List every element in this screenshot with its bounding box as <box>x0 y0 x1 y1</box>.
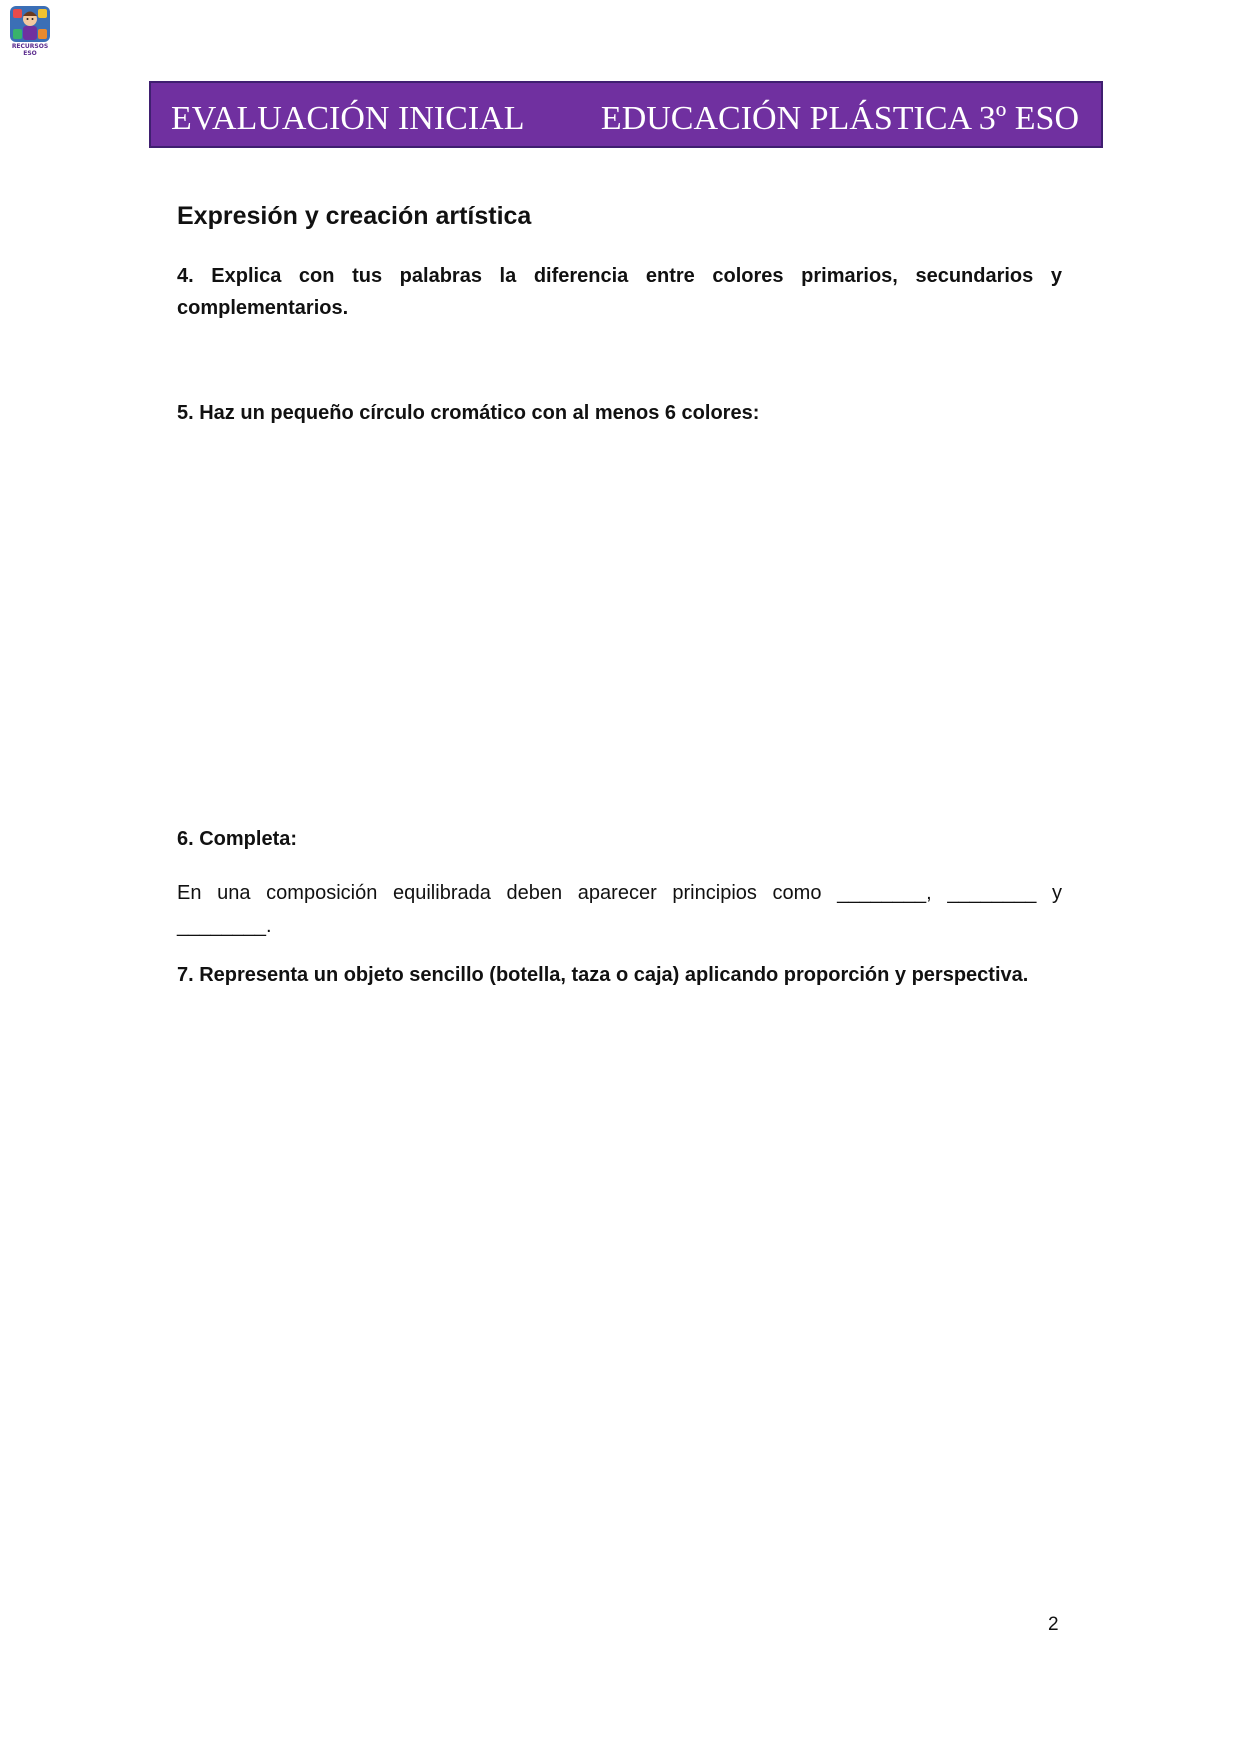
logo-illustration-icon <box>8 4 52 44</box>
question-6: 6. Completa: <box>177 828 298 850</box>
logo-text-line2: ESO <box>23 50 37 57</box>
header-right-title: EDUCACIÓN PLÁSTICA 3º ESO <box>600 100 1079 137</box>
question-4: 4. Explica con tus palabras la diferencia entre colores primarios, secundarios y complementarios. <box>177 265 1062 319</box>
logo-text-line1: RECURSOS <box>11 43 49 50</box>
recursos-eso-logo <box>8 4 52 58</box>
question-5: 5. Haz un pequeño círculo cromático con al menos 6 colores: <box>177 402 760 424</box>
page-number: 2 <box>1048 1614 1059 1635</box>
header-left-title: EVALUACIÓN INICIAL <box>171 100 525 137</box>
section-title: Expresión y creación artística <box>177 202 532 230</box>
question-7: 7. Representa un objeto sencillo (botella, taza o caja) aplicando proporción y perspectiva. <box>177 964 1029 986</box>
fill-in-blank-sentence: En una composición equilibrada deben aparecer principios como ________, ________ y ________. <box>177 882 1062 937</box>
header-banner <box>149 81 1103 148</box>
